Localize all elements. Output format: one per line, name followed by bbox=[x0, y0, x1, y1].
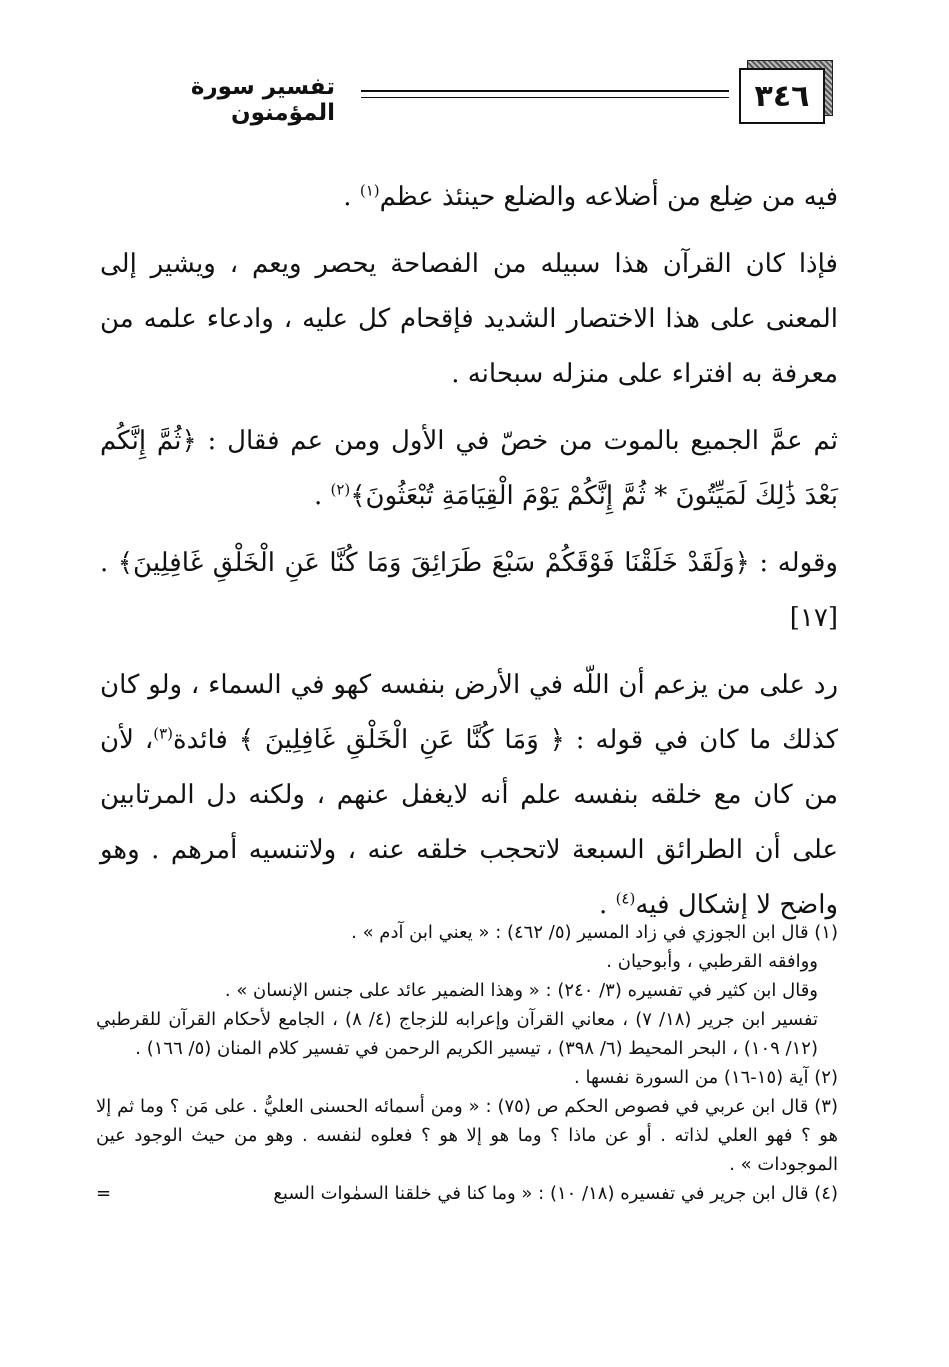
footnote-ref: (١) bbox=[359, 181, 380, 200]
paragraph bbox=[100, 658, 838, 933]
continuation-mark: = bbox=[96, 1183, 112, 1204]
paragraph-text: فيه من ضِلع من أضلاعه والضلع حينئذ عظم bbox=[379, 182, 838, 212]
footnote-line: وقال ابن كثير في تفسيره (٣/ ٢٤٠) : « وهذا الضمير عائد على جنس الإنسان » . bbox=[224, 980, 818, 1001]
main-text bbox=[100, 170, 838, 945]
footnote-line: تفسير ابن جرير (١٨/ ٧) ، معاني القرآن وإعرابه للزجاج (٤/ ٨) ، الجامع لأحكام القرآن للقرطبي (١٢/ ١٠٩) ، البحر المحيط (٦/ ٣٩٨) ، تيسير الكريم الرحمن في تفسير كلام المنان (٥/ ١٦٦) . bbox=[96, 1009, 818, 1059]
paragraph-text: رد على من يزعم أن اللّه في الأرض بنفسه كهو في السماء ، ولو كان كذلك ما كان في قوله : ﴿ وَمَا كُنَّا عَنِ الْخَلْقِ غَافِلِينَ ﴾ فائدة bbox=[100, 670, 839, 755]
paragraph: وقوله : ﴿وَلَقَدْ خَلَقْنَا فَوْقَكُمْ سَبْعَ طَرَائِقَ وَمَا كُنَّا عَنِ الْخَلْقِ غَافِلِينَ﴾ . [١٧] bbox=[100, 548, 838, 633]
punctuation: . bbox=[343, 182, 352, 212]
footnote-line bbox=[96, 1179, 838, 1208]
running-title: تفسير سورة المؤمنون bbox=[190, 74, 335, 126]
footnote-ref: (٢) bbox=[330, 480, 351, 499]
paragraph bbox=[100, 170, 838, 225]
header-rule-thin bbox=[361, 97, 729, 98]
punctuation: . bbox=[599, 890, 608, 920]
footnote-line: (١) قال ابن الجوزي في زاد المسير (٥/ ٤٦٢) : « يعني ابن آدم » . bbox=[351, 922, 838, 943]
page-number: ٣٤٦ bbox=[739, 68, 825, 124]
header-rule bbox=[361, 90, 729, 92]
footnote-text: (٤) قال ابن جرير في تفسيره (١٨/ ١٠) : « وما كنا في خلقنا السمٰوات السبع bbox=[273, 1183, 838, 1204]
paragraph-text: ، لأن من كان مع خلقه بنفسه علم أنه لايغفل عنهم ، ولكنه دل المرتابين على أن الطرائق السبعة لاتحجب خلقه عنه ، ولاتنسيه أمرهم . وهو واضح لا إشكال فيه bbox=[100, 725, 838, 920]
footnotes bbox=[96, 918, 838, 1208]
footnote-ref: (٤) bbox=[615, 889, 636, 908]
footnote-line: (٢) آية (١٥-١٦) من السورة نفسها . bbox=[574, 1067, 838, 1088]
punctuation: . bbox=[313, 481, 323, 511]
footnote-line: (٣) قال ابن عربي في فصوص الحكم ص (٧٥) : « ومن أسمائه الحسنى العليُّ . على مَن ؟ وما ثم إلا هو ؟ فهو العلي لذاته . أو عن ماذا ؟ وما هو إلا هو ؟ فعلوه لنفسه . وهو من حيث الوجود عين الموجودات » . bbox=[96, 1096, 838, 1175]
paragraph bbox=[100, 414, 838, 524]
page-header bbox=[95, 60, 833, 130]
footnote-ref: (٣) bbox=[153, 724, 173, 743]
footnote-line: ووافقه القرطبي ، وأبوحيان . bbox=[606, 951, 818, 972]
paragraph: فإذا كان القرآن هذا سبيله من الفصاحة يحصر ويعم ، ويشير إلى المعنى على هذا الاختصار الشديد فإقحام كل عليه ، وادعاء علمه من معرفة به افتراء على منزله سبحانه . bbox=[100, 249, 838, 389]
paragraph-text: ثم عمَّ الجميع بالموت من خصّ في الأول ومن عم فقال : ﴿ثُمَّ إِنَّكُم بَعْدَ ذَٰلِكَ لَمَيِّتُونَ * ثُمَّ إِنَّكُمْ يَوْمَ الْقِيَامَةِ تُبْعَثُونَ﴾ bbox=[100, 426, 838, 511]
